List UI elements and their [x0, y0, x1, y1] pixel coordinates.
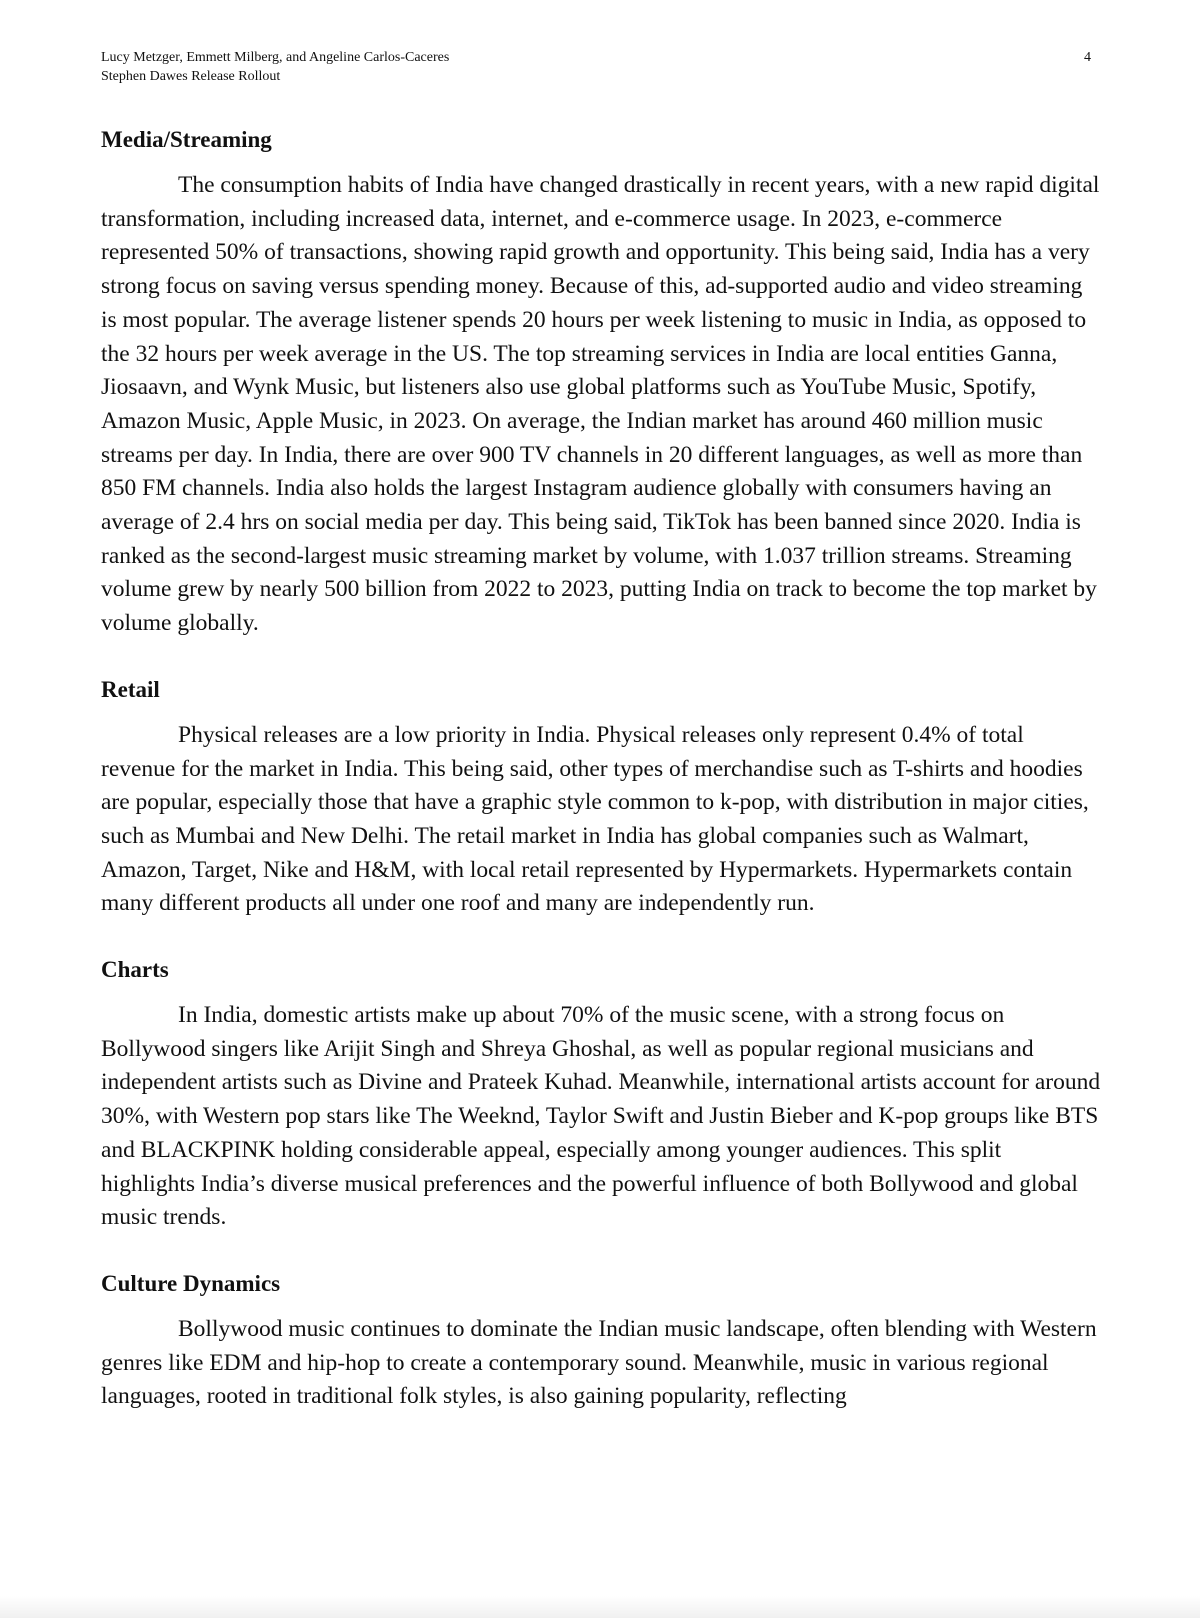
- section-media-streaming: [101, 125, 1101, 641]
- section-culture-dynamics: [101, 1269, 1101, 1414]
- section-heading-media-streaming: Media/Streaming: [101, 127, 272, 152]
- section-paragraph-culture-dynamics: Bollywood music continues to dominate the Indian music landscape, often blending with Western genres like EDM and hip-hop to create a contemporary sound. Meanwhile, music in various regional languages, rooted in traditional folk styles, is also gaining popularity, reflecting: [101, 1315, 1097, 1410]
- header-authors: Lucy Metzger, Emmett Milberg, and Angeline Carlos-Caceres: [101, 50, 450, 65]
- section-retail: [101, 675, 1101, 921]
- section-charts: [101, 955, 1101, 1235]
- header-subtitle: Stephen Dawes Release Rollout: [101, 69, 281, 84]
- document-body: [101, 125, 1101, 1448]
- page-number: 4: [1084, 50, 1091, 65]
- page-bottom-edge: [0, 1596, 1200, 1618]
- section-paragraph-media-streaming: The consumption habits of India have changed drastically in recent years, with a new rapid digital transformation, including increased data, internet, and e-commerce usage. In 2023, e-commerce represented 50% of transactions, showing rapid growth and opportunity. This being said, India has a very strong focus on saving versus spending money. Because of this, ad-supported audio and video streaming is most popular. The average listener spends 20 hours per week listening to music in India, as opposed to the 32 hours per week average in the US. The top streaming services in India are local entities Ganna, Jiosaavn, and Wynk Music, but listeners also use global platforms such as YouTube Music, Spotify, Amazon Music, Apple Music, in 2023. On average, the Indian market has around 460 million music streams per day. In India, there are over 900 TV channels in 20 different languages, as well as more than 850 FM channels. India also holds the largest Instagram audience globally with consumers having an average of 2.4 hrs on social media per day. This being said, TikTok has been banned since 2020. India is ranked as the second-largest music streaming market by volume, with 1.037 trillion streams. Streaming volume grew by nearly 500 billion from 2022 to 2023, putting India on track to become the top market by volume globally.: [101, 172, 1100, 637]
- section-heading-retail: Retail: [101, 676, 160, 702]
- section-heading-culture-dynamics: Culture Dynamics: [101, 1270, 281, 1296]
- section-paragraph-retail: Physical releases are a low priority in India. Physical releases only represent 0.4% of total revenue for the market in India. This being said, other types of merchandise such as T-shirts and hoodies are popular, especially those that have a graphic style common to k-pop, with distribution in major cities, such as Mumbai and New Delhi. The retail market in India has global companies such as Walmart, Amazon, Target, Nike and H&M, with local retail represented by Hypermarkets. Hypermarkets contain many different products all under one roof and many are independently run.: [101, 721, 1089, 917]
- section-heading-charts: Charts: [101, 957, 169, 983]
- section-paragraph-charts: In India, domestic artists make up about 70% of the music scene, with a strong focus on Bollywood singers like Arijit Singh and Shreya Ghoshal, as well as popular regional musicians and independent artists such as Divine and Prateek Kuhad. Meanwhile, international artists account for around 30%, with Western pop stars like The Weeknd, Taylor Swift and Justin Bieber and K-pop groups like BTS and BLACKPINK holding considerable appeal, especially among younger audiences. This split highlights India’s diverse musical preferences and the powerful influence of both Bollywood and global music trends.: [101, 1002, 1101, 1231]
- running-header: [101, 48, 1091, 86]
